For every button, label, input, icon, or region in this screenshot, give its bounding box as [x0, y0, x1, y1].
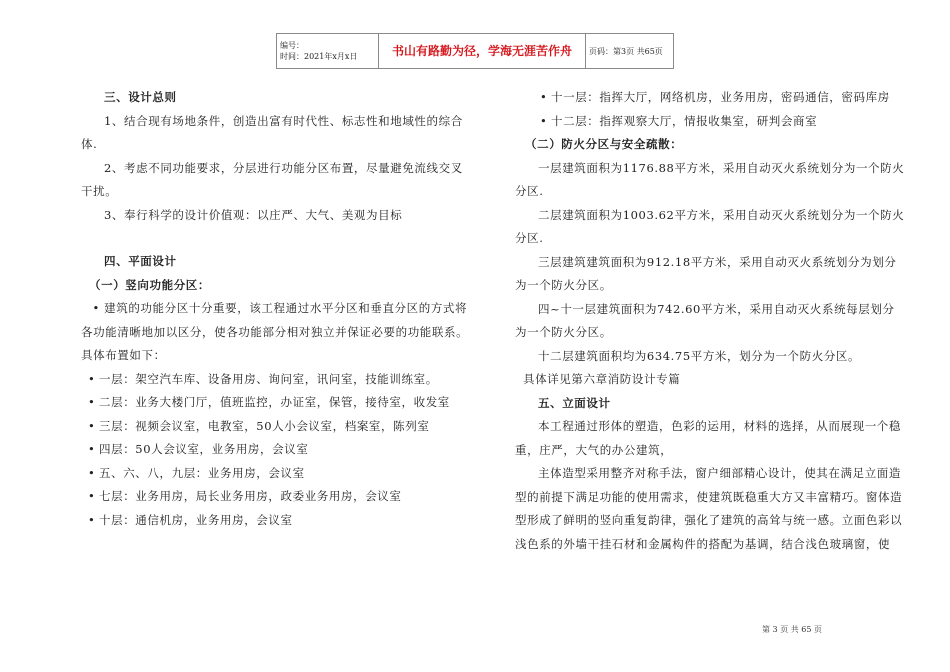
header-motto: 书山有路勤为径，学海无涯苦作舟 [379, 34, 586, 69]
spacer [81, 227, 471, 250]
section-5-paragraph-1: 本工程通过形体的塑造，色彩的运用，材料的选择，从而展现一个稳重，庄严，大气的办公建筑， [515, 419, 901, 457]
header-time-label: 时间：2021年x月x日 [280, 52, 358, 61]
floor-item-text: 一层：架空汽车库、设备用房、询问室，讯问室，技能训练室。 [99, 371, 438, 386]
section-5-paragraph-2: 主体造型采用整齐对称手法，窗户细部精心设计，使其在满足立面造型的前提下满足功能的使用需求，使建筑既稳重大方又丰富精巧。窗体造型形成了鲜明的竖向重复韵律，强化了建筑的高耸与统一感。立面色彩以浅色系的外墙干挂石材和金属构件的搭配为基调，结合浅色玻璃窗，使 [515, 466, 903, 551]
section-4-title: 四、平面设计 [104, 254, 177, 268]
floor-item-text: 十二层：指挥观察大厅，情报收集室，研判会商室 [551, 113, 818, 128]
floor-item-text: 二层：业务大楼门厅，值班监控，办证室，保管，接待室，收发室 [99, 395, 450, 409]
floor-item [515, 86, 905, 110]
bullet-icon: • [88, 465, 96, 480]
fire-paragraph-5: 十二层建筑面积均为634.75平方米，划分为一个防火分区。 [538, 348, 861, 363]
header-meta [277, 34, 379, 69]
bullet-icon: • [88, 489, 96, 503]
right-column [515, 86, 905, 556]
floor-item-text: 五、六、八，九层：业务用房，会议室 [99, 465, 305, 480]
floor-item-text: 四层：50人会议室，业务用房，会议室 [99, 442, 309, 456]
function-intro-text: 建筑的功能分区十分重要，该工程通过水平分区和垂直分区的方式将各功能清晰地加以区分，使各功能部分相对独立并保证必要的功能联系。具体布置如下： [81, 301, 469, 362]
bullet-icon: • [88, 512, 96, 527]
floor-item-text: 三层：视频会议室，电教室，50人小会议室，档案室，陈列室 [99, 418, 430, 433]
floor-item [515, 110, 905, 134]
floor-item [81, 391, 471, 415]
header-page-label: 页码：第3页 共65页 [586, 34, 674, 69]
fire-section-title: （二）防火分区与安全疏散： [525, 137, 683, 151]
section-3-paragraph-3: 3、奉行科学的设计价值观：以庄严、大气、美观为目标 [104, 207, 403, 222]
section-3-paragraph-2: 2、考虑不同功能要求，分层进行功能分区布置，尽量避免流线交叉干扰。 [81, 160, 463, 198]
floor-item [81, 368, 471, 392]
floor-item-text: 十一层：指挥大厅，网络机房，业务用房，密码通信，密码库房 [551, 90, 890, 104]
bullet-icon: • [540, 113, 548, 128]
section-4-subtitle: （一）竖向功能分区： [89, 277, 210, 292]
floor-item-text: 七层：业务用房，局长业务用房，政委业务用房，会议室 [99, 489, 402, 503]
bullet-icon: • [88, 418, 96, 433]
page-footer: 第 3 页 共 65 页 [762, 625, 822, 634]
fire-paragraph-1: 一层建筑面积为1176.88平方米，采用自动灭火系统划分为一个防火分区. [515, 160, 905, 198]
page-header [276, 33, 674, 69]
function-intro [81, 297, 471, 368]
section-5-title: 五、立面设计 [538, 395, 611, 410]
floor-item [81, 485, 471, 509]
left-column [81, 86, 471, 532]
bullet-icon: • [92, 301, 105, 315]
section-3-paragraph-1: 1、结合现有场地条件，创造出富有时代性、标志性和地域性的综合体. [81, 113, 463, 151]
bullet-icon: • [88, 371, 96, 386]
fire-paragraph-3: 三层建筑建筑面积为912.18平方米，采用自动灭火系统划分为划分为一个防火分区。 [515, 254, 897, 292]
bullet-icon: • [540, 90, 548, 104]
section-3-title: 三、设计总则 [104, 90, 177, 104]
floor-item [81, 438, 471, 462]
fire-paragraph-4: 四~十一层建筑面积为742.60平方米，采用自动灭火系统每层划分为一个防火分区。 [515, 301, 895, 339]
bullet-icon: • [88, 442, 96, 456]
bullet-icon: • [88, 395, 96, 409]
fire-paragraph-6: 具体详见第六章消防设计专篇 [523, 372, 681, 386]
floor-item [81, 462, 471, 486]
fire-paragraph-2: 二层建筑面积为1003.62平方米，采用自动灭火系统划分为一个防火分区. [515, 207, 905, 245]
floor-item [81, 509, 471, 533]
floor-item-text: 十层：通信机房，业务用房，会议室 [99, 512, 293, 527]
floor-item [81, 415, 471, 439]
header-number-label: 编号： [280, 41, 304, 50]
